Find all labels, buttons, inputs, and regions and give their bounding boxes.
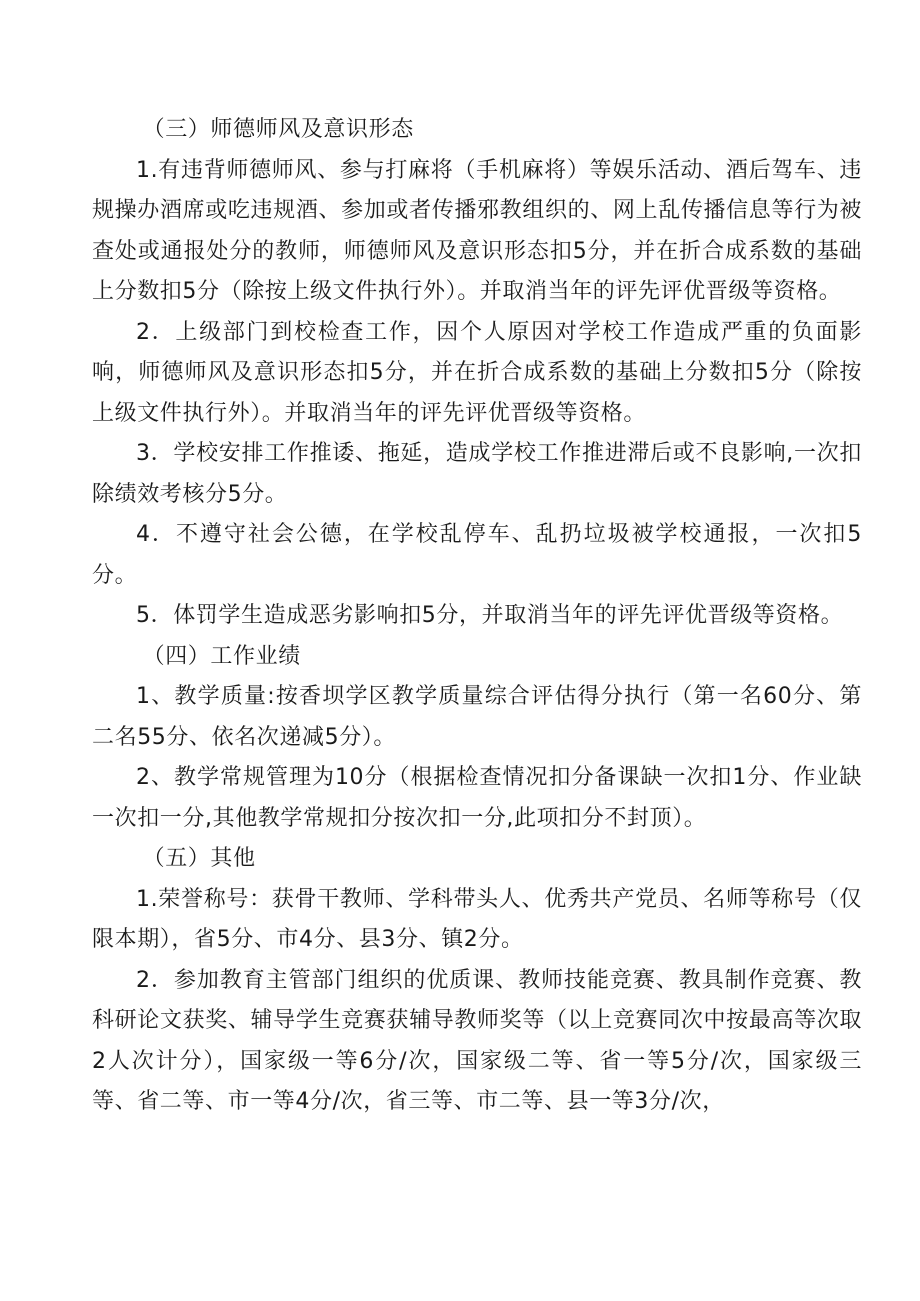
section-heading-5: （五）其他 [142,846,256,871]
paragraph: 2．上级部门到校检查工作，因个人原因对学校工作造成严重的负面影响，师德师风及意识形态扣5分，并在折合成系数的基础上分数扣5分（除按上级文件执行外）。并取消当年的评先评优晋级等资格。 [92,319,862,426]
document-body [92,110,862,1123]
paragraph: 5．体罚学生造成恶劣影响扣5分，并取消当年的评先评优晋级等资格。 [136,603,844,628]
paragraph: 4．不遵守社会公德，在学校乱停车、乱扔垃圾被学校通报，一次扣5分。 [92,522,862,588]
paragraph: 3．学校安排工作推诿、拖延，造成学校工作推进滞后或不良影响,一次扣除绩效考核分5分。 [92,441,862,507]
section-heading-4: （四）工作业绩 [142,643,301,669]
paragraph: 2．参加教育主管部门组织的优质课、教师技能竞赛、教具制作竞赛、教科研论文获奖、辅导学生竞赛获辅导教师奖等（以上竞赛同次中按最高等次取2人次计分），国家级一等6分/次，国家级二等、省一等5分/次，国家级三等、省二等、市一等4分/次，省三等、市二等、县一等3分/次， [92,967,862,1114]
paragraph: 1.荣誉称号：获骨干教师、学科带头人、优秀共产党员、名师等称号（仅限本期），省5分、市4分、县3分、镇2分。 [92,886,862,952]
paragraph: 1.有违背师德师风、参与打麻将（手机麻将）等娱乐活动、酒后驾车、违规操办酒席或吃违规酒、参加或者传播邪教组织的、网上乱传播信息等行为被查处或通报处分的教师，师德师风及意识形态扣5分，并在折合成系数的基础上分数扣5分（除按上级文件执行外）。并取消当年的评先评优晋级等资格。 [92,157,862,304]
paragraph: 2、教学常规管理为10分（根据检查情况扣分备课缺一次扣1分、作业缺一次扣一分,其他教学常规扣分按次扣一分,此项扣分不封顶）。 [92,765,862,831]
section-heading-3: （三）师德师风及意识形态 [142,117,414,142]
paragraph: 1、教学质量:按香坝学区教学质量综合评估得分执行（第一名60分、第二名55分、依名次递减5分）。 [92,684,862,750]
